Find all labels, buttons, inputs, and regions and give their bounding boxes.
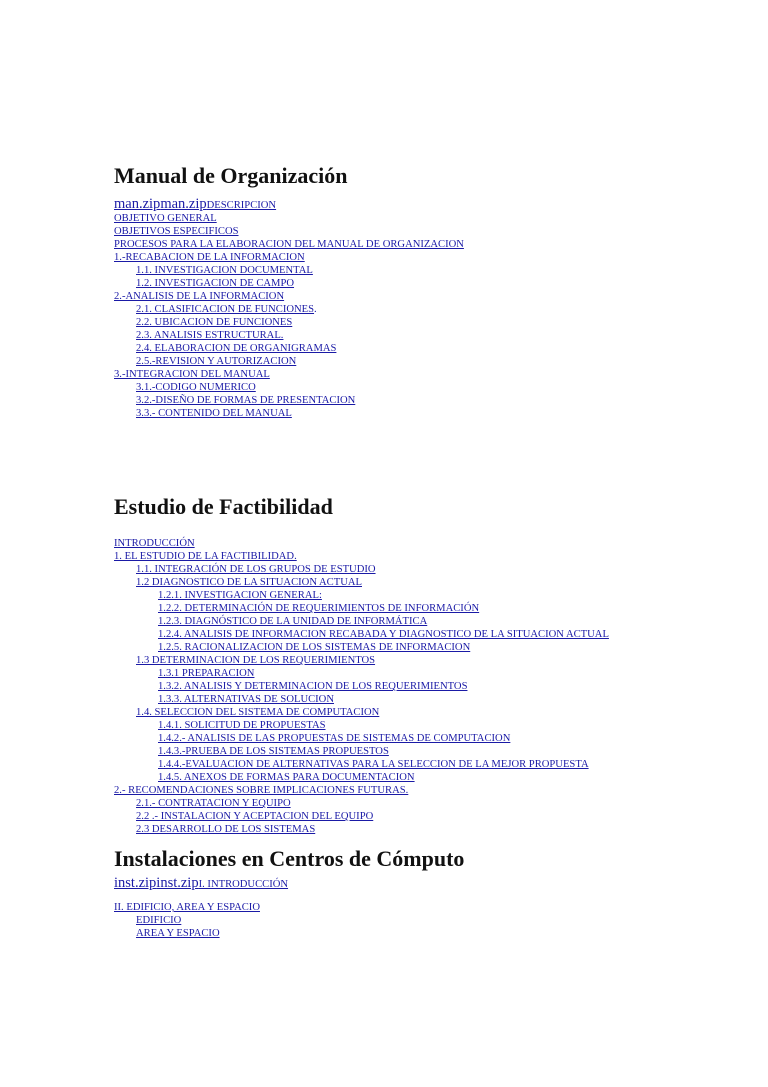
toc-line (114, 355, 464, 368)
file-links-line (114, 874, 464, 891)
toc-line (114, 784, 609, 797)
toc-link[interactable]: 1.2.2. DETERMINACIÓN DE REQUERIMIENTOS DE INFORMACIÓN (158, 603, 480, 614)
toc-link[interactable]: 3.2.-DISEÑO DE FORMAS DE PRESENTACION (136, 395, 356, 406)
toc-line (114, 251, 464, 264)
toc-link[interactable]: 2.2. UBICACION DE FUNCIONES (136, 317, 293, 328)
download-link[interactable]: inst.zip (114, 875, 157, 891)
toc-line (114, 381, 464, 394)
toc-link[interactable]: I. INTRODUCCIÓN (198, 879, 289, 890)
toc-line (114, 225, 464, 238)
toc-line (114, 238, 464, 251)
section-title: Manual de Organización (114, 163, 348, 188)
toc-line (114, 797, 609, 810)
toc-link[interactable]: OBJETIVO GENERAL (114, 213, 217, 224)
toc-link[interactable]: 1.2.5. RACIONALIZACION DE LOS SISTEMAS DE INFORMACION (158, 642, 471, 653)
toc-list (114, 212, 464, 420)
toc-link[interactable]: 2.2 .- INSTALACION Y ACEPTACION DEL EQUIPO (136, 811, 374, 822)
toc-link[interactable]: 1.2.1. INVESTIGACION GENERAL: (158, 590, 322, 601)
toc-list (114, 537, 609, 836)
toc-link[interactable]: 1.4.5. ANEXOS DE FORMAS PARA DOCUMENTACION (158, 772, 415, 783)
toc-line (114, 680, 609, 693)
section-estudio-factibilidad (114, 494, 609, 836)
file-links-line (114, 195, 464, 212)
toc-link[interactable]: 1.3 DETERMINACION DE LOS REQUERIMIENTOS (136, 655, 376, 666)
toc-link[interactable]: 2.3 DESARROLLO DE LOS SISTEMAS (136, 824, 316, 835)
toc-link[interactable]: 3.1.-CODIGO NUMERICO (136, 382, 256, 393)
toc-line (114, 342, 464, 355)
toc-link[interactable]: 1.1. INVESTIGACION DOCUMENTAL (136, 265, 313, 276)
toc-line (114, 550, 609, 563)
toc-list (114, 901, 464, 940)
section-instalaciones (114, 846, 464, 940)
toc-line (114, 212, 464, 225)
toc-link[interactable]: AREA Y ESPACIO (136, 928, 220, 939)
toc-line (114, 394, 464, 407)
toc-link[interactable]: 1.4. SELECCION DEL SISTEMA DE COMPUTACION (136, 707, 380, 718)
toc-line (114, 277, 464, 290)
toc-link[interactable]: 2.3. ANALISIS ESTRUCTURAL. (136, 330, 284, 341)
toc-link[interactable]: EDIFICIO (136, 915, 182, 926)
toc-line (114, 615, 609, 628)
toc-link[interactable]: 1.4.3.-PRUEBA DE LOS SISTEMAS PROPUESTOS (158, 746, 389, 757)
toc-link[interactable]: II. EDIFICIO, AREA Y ESPACIO (114, 902, 260, 913)
toc-line (114, 563, 609, 576)
toc-line (114, 901, 464, 914)
toc-line (114, 693, 609, 706)
toc-line (114, 810, 609, 823)
section-manual-organizacion (114, 163, 464, 420)
toc-link[interactable]: 2.5.-REVISION Y AUTORIZACION (136, 356, 297, 367)
toc-line (114, 290, 464, 303)
toc-line (114, 576, 609, 589)
toc-link[interactable]: 2.1.- CONTRATACION Y EQUIPO (136, 798, 291, 809)
toc-line (114, 303, 464, 316)
toc-link[interactable]: 1.2.3. DIAGNÓSTICO DE LA UNIDAD DE INFORMÁTICA (158, 616, 428, 627)
toc-line (114, 719, 609, 732)
section-title: Estudio de Factibilidad (114, 494, 333, 519)
trailing-punctuation: . (314, 304, 317, 315)
toc-link[interactable]: 2.1. CLASIFICACION DE FUNCIONES (136, 304, 315, 315)
toc-line (114, 407, 464, 420)
toc-line (114, 745, 609, 758)
toc-line (114, 732, 609, 745)
toc-line (114, 667, 609, 680)
toc-line (114, 654, 609, 667)
toc-line (114, 316, 464, 329)
toc-link[interactable]: OBJETIVOS ESPECIFICOS (114, 226, 239, 237)
toc-line (114, 368, 464, 381)
toc-link[interactable]: 2.4. ELABORACION DE ORGANIGRAMAS (136, 343, 337, 354)
section-title: Instalaciones en Centros de Cómputo (114, 846, 465, 871)
toc-link[interactable]: 1. EL ESTUDIO DE LA FACTIBILIDAD. (114, 551, 297, 562)
toc-line (114, 927, 464, 940)
toc-line (114, 264, 464, 277)
toc-link[interactable]: 1.4.1. SOLICITUD DE PROPUESTAS (158, 720, 326, 731)
toc-link[interactable]: 1.-RECABACION DE LA INFORMACION (114, 252, 305, 263)
download-link[interactable]: man.zip (114, 196, 161, 212)
download-link[interactable]: man.zip (160, 196, 207, 212)
toc-link[interactable]: 3.3.- CONTENIDO DEL MANUAL (136, 408, 292, 419)
toc-link[interactable]: 1.4.2.- ANALISIS DE LAS PROPUESTAS DE SISTEMAS DE COMPUTACION (158, 733, 511, 744)
toc-link[interactable]: PROCESOS PARA LA ELABORACION DEL MANUAL DE ORGANIZACION (114, 239, 464, 250)
toc-link[interactable]: 1.2.4. ANALISIS DE INFORMACION RECABADA Y DIAGNOSTICO DE LA SITUACION ACTUAL (158, 629, 609, 640)
toc-line (114, 706, 609, 719)
toc-link[interactable]: 2.-ANALISIS DE LA INFORMACION (114, 291, 285, 302)
toc-link[interactable]: 1.2 DIAGNOSTICO DE LA SITUACION ACTUAL (136, 577, 362, 588)
toc-link[interactable]: 1.3.3. ALTERNATIVAS DE SOLUCION (158, 694, 334, 705)
download-link[interactable]: inst.zip (156, 875, 199, 891)
toc-line (114, 914, 464, 927)
toc-line (114, 758, 609, 771)
toc-line (114, 628, 609, 641)
toc-link[interactable]: 1.1. INTEGRACIÓN DE LOS GRUPOS DE ESTUDIO (136, 564, 376, 575)
toc-link[interactable]: DESCRIPCION (206, 200, 277, 211)
toc-line (114, 537, 609, 550)
toc-link[interactable]: 3.-INTEGRACION DEL MANUAL (114, 369, 270, 380)
toc-link[interactable]: 2.- RECOMENDACIONES SOBRE IMPLICACIONES FUTURAS. (114, 785, 409, 796)
toc-link[interactable]: INTRODUCCIÓN (114, 538, 195, 549)
toc-link[interactable]: 1.2. INVESTIGACION DE CAMPO (136, 278, 295, 289)
toc-link[interactable]: 1.4.4.-EVALUACION DE ALTERNATIVAS PARA LA SELECCION DE LA MEJOR PROPUESTA (158, 759, 589, 770)
toc-line (114, 771, 609, 784)
toc-link[interactable]: 1.3.2. ANALISIS Y DETERMINACION DE LOS REQUERIMIENTOS (158, 681, 468, 692)
toc-line (114, 589, 609, 602)
toc-line (114, 602, 609, 615)
toc-line (114, 823, 609, 836)
toc-line (114, 641, 609, 654)
toc-link[interactable]: 1.3.1 PREPARACION (158, 668, 255, 679)
toc-line (114, 329, 464, 342)
